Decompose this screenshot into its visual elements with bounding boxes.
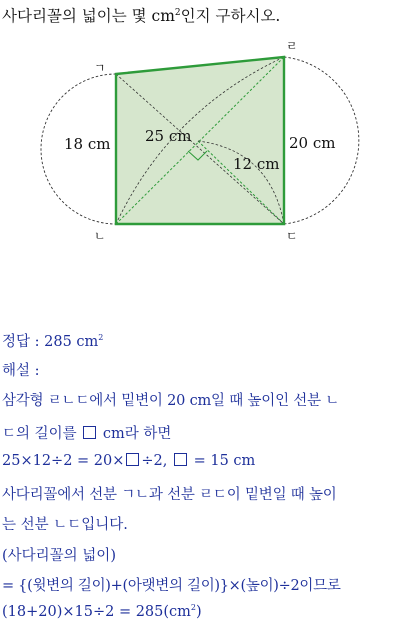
line2-pre: ㄷ의 길이를 (2, 426, 82, 442)
solution-line-1: 삼각형 ㄹㄴㄷ에서 밑변이 20 cm일 때 높이인 선분 ㄴ (2, 393, 340, 409)
perpendicular-label: 12 cm (233, 155, 280, 173)
line3-pre: 25×12÷2 = 20× (2, 453, 125, 469)
vertex-label-g: ㄱ (94, 61, 106, 75)
line8-sup: 2 (190, 603, 197, 612)
answer-value: 285 cm (44, 334, 99, 350)
question-pre: 사다리꼴의 넓이는 몇 cm (2, 7, 175, 25)
question-post: 인지 구하시오. (180, 7, 281, 25)
explain-label: 해설 : (2, 363, 40, 379)
line3-mid: ÷2, (141, 453, 172, 469)
unknown-box-icon (174, 453, 187, 466)
solution-line-8 (2, 603, 202, 620)
line8-pre: (18+20)×15÷2 = 285(cm (2, 603, 191, 620)
question-sup: 2 (174, 7, 181, 18)
line3-post: = 15 cm (189, 453, 256, 469)
left-side-label: 18 cm (64, 135, 111, 153)
diagonal-label: 25 cm (145, 127, 192, 145)
answer-sup: 2 (98, 333, 104, 343)
unknown-box-icon (126, 453, 139, 466)
line2-post: cm라 하면 (98, 426, 172, 442)
answer-label: 정답 : (2, 334, 45, 350)
vertex-label-d: ㄷ (286, 229, 298, 243)
vertex-label-r: ㄹ (286, 39, 298, 53)
unknown-box-icon (83, 426, 96, 439)
line8-post: ) (196, 603, 202, 620)
solution-line-3 (2, 453, 255, 469)
solution-line-6: (사다리꼴의 넓이) (2, 548, 116, 564)
answer-line (2, 330, 103, 351)
solution-line-4: 사다리꼴에서 선분 ㄱㄴ과 선분 ㄹㄷ이 밑변일 때 높이 (2, 487, 337, 503)
solution-line-5: 는 선분 ㄴㄷ입니다. (2, 517, 128, 533)
right-side-label: 20 cm (289, 134, 336, 152)
trapezoid-figure (0, 0, 400, 300)
solution-line-7: = {(윗변의 길이)+(아랫변의 길이)}×(높이)÷2이므로 (2, 578, 341, 594)
vertex-label-n: ㄴ (94, 229, 106, 243)
solution-line-2 (2, 422, 171, 443)
